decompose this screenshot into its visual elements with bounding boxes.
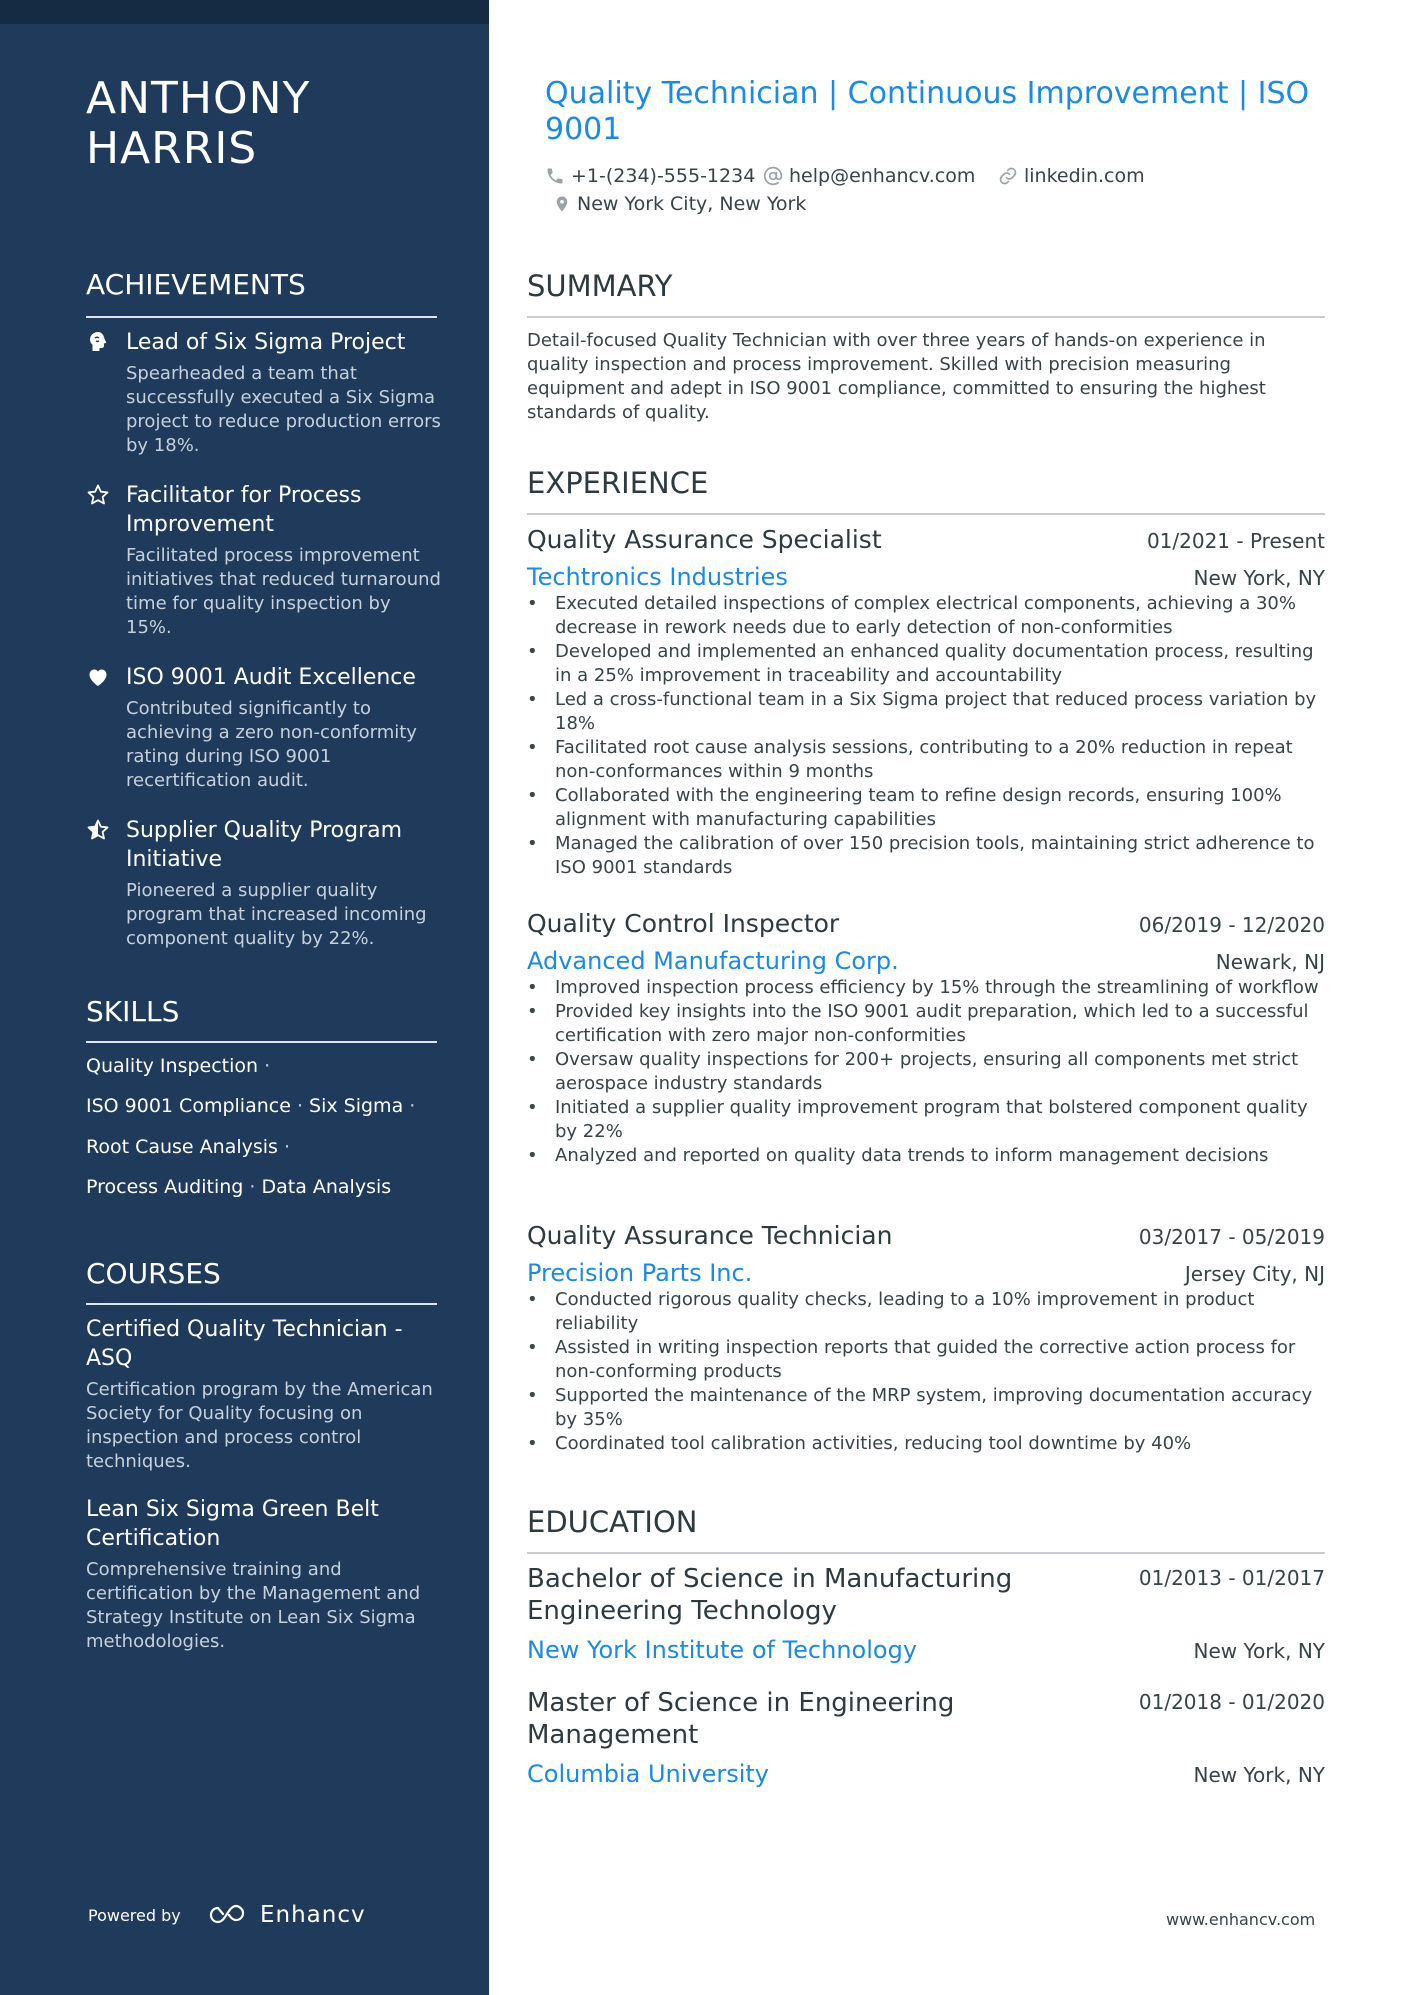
job-bullet: • Collaborated with the engineering team to refine design records, ensuring 100% alignment with manufacturing capabilities (527, 784, 1325, 832)
powered-by-label: Powered by (88, 1906, 181, 1925)
degree: Master of Science in Engineering Management (527, 1688, 955, 1750)
achievements-divider (86, 316, 437, 318)
education-title: EDUCATION (527, 1505, 698, 1539)
education-location: New York, NY (1193, 1639, 1325, 1663)
skill-separator: · (264, 1055, 271, 1077)
location-text: New York City, New York (577, 193, 807, 215)
experience-entry (527, 1220, 1325, 1456)
job-bullet: • Led a cross-functional team in a Six Sigma project that reduced process variation by 18% (527, 688, 1325, 736)
person-name: ANTHONY HARRIS (86, 73, 311, 174)
job-bullet: • Developed and implemented an enhanced quality documentation process, resulting in a 25% improvement in traceability and accountability (527, 640, 1325, 688)
education-entry (527, 1563, 1325, 1665)
summary-title: SUMMARY (527, 269, 673, 303)
courses-title: COURSES (86, 1257, 221, 1290)
location-pin-icon (553, 194, 571, 214)
courses-divider (86, 1303, 437, 1305)
enhancv-brand-name: Enhancv (260, 1902, 366, 1928)
achievement-item (86, 481, 442, 640)
degree: Bachelor of Science in Manufacturing Engineering Technology (527, 1564, 1013, 1626)
course-title: Certified Quality Technician - ASQ (86, 1317, 403, 1371)
skill-separator: · (249, 1176, 256, 1198)
job-bullet: • Analyzed and reported on quality data trends to inform management decisions (527, 1144, 1325, 1168)
company-name[interactable]: Precision Parts Inc. (527, 1259, 753, 1287)
phone-text: +1-(234)-555-1234 (571, 165, 756, 187)
job-location: Jersey City, NJ (1184, 1262, 1325, 1286)
job-title: Quality Assurance Technician (527, 1221, 893, 1250)
job-bullet: • Improved inspection process efficiency by 15% through the streamlining of workflow (527, 976, 1325, 1000)
education-location: New York, NY (1193, 1763, 1325, 1787)
skills-line (86, 1134, 290, 1160)
job-location: New York, NY (1193, 566, 1325, 590)
achievement-description: Spearheaded a team that successfully executed a Six Sigma project to reduce production errors by 18%. (126, 363, 441, 456)
website-link[interactable]: www.enhancv.com (1166, 1910, 1316, 1929)
job-title: Quality Control Inspector (527, 909, 840, 938)
education-dates: 01/2013 - 01/2017 (1138, 1566, 1325, 1590)
achievements-title: ACHIEVEMENTS (86, 268, 306, 301)
achievement-description: Contributed significantly to achieving a zero non-conformity rating during ISO 9001 recertification audit. (126, 698, 417, 791)
job-bullet: • Supported the maintenance of the MRP system, improving documentation accuracy by 35% (527, 1384, 1325, 1432)
job-bullet: • Assisted in writing inspection reports that guided the corrective action process for non-conforming products (527, 1336, 1325, 1384)
school-name[interactable]: New York Institute of Technology (527, 1636, 918, 1664)
summary-divider (527, 316, 1325, 318)
brain-head-icon (86, 330, 110, 354)
skills-line (86, 1174, 391, 1200)
contact-phone[interactable] (545, 164, 755, 188)
achievement-description: Pioneered a supplier quality program that increased incoming component quality by 22%. (126, 880, 427, 949)
sidebar (0, 0, 489, 1995)
education-divider (527, 1552, 1325, 1554)
education-dates: 01/2018 - 01/2020 (1138, 1690, 1325, 1714)
job-title: Quality Assurance Specialist (527, 525, 882, 554)
linkedin-text: linkedin.com (1024, 165, 1145, 187)
job-bullet: • Facilitated root cause analysis sessions, contributing to a 20% reduction in repeat non-conformances within 9 months (527, 736, 1325, 784)
skill-tag: Quality Inspection (86, 1055, 259, 1077)
company-name[interactable]: Advanced Manufacturing Corp. (527, 947, 899, 975)
headline: Quality Technician | Continuous Improvement | ISO 9001 (545, 76, 1310, 147)
contact-email[interactable] (763, 164, 975, 188)
heart-icon (86, 665, 110, 689)
experience-entry (527, 524, 1325, 880)
achievement-item (86, 328, 442, 458)
achievement-title: Facilitator for Process Improvement (126, 483, 362, 537)
skills-line (86, 1093, 415, 1119)
job-bullet: • Conducted rigorous quality checks, leading to a 10% improvement in product reliability (527, 1288, 1325, 1336)
course-title: Lean Six Sigma Green Belt Certification (86, 1497, 379, 1551)
achievement-title: Lead of Six Sigma Project (126, 330, 406, 355)
contact-location (553, 192, 806, 216)
company-name[interactable]: Techtronics Industries (527, 563, 788, 591)
phone-icon (545, 166, 565, 186)
skill-tag: Root Cause Analysis (86, 1136, 278, 1158)
achievement-item (86, 816, 442, 951)
contact-linkedin[interactable] (998, 164, 1145, 188)
enhancv-logo[interactable] (206, 1900, 366, 1930)
experience-entry (527, 908, 1325, 1168)
job-bullet: • Oversaw quality inspections for 200+ projects, ensuring all components met strict aerospace industry standards (527, 1048, 1325, 1096)
job-bullet: • Coordinated tool calibration activities, reducing tool downtime by 40% (527, 1432, 1325, 1456)
skill-separator: · (409, 1095, 416, 1117)
achievement-title: ISO 9001 Audit Excellence (126, 665, 416, 690)
skills-divider (86, 1041, 437, 1043)
job-bullet: • Initiated a supplier quality improvement program that bolstered component quality by 22% (527, 1096, 1325, 1144)
job-location: Newark, NJ (1215, 950, 1325, 974)
skill-separator: · (296, 1095, 303, 1117)
star-outline-icon (86, 483, 110, 507)
skill-tag: Six Sigma (309, 1095, 404, 1117)
job-dates: 01/2021 - Present (1146, 529, 1325, 553)
skill-separator: · (284, 1136, 291, 1158)
job-bullet: • Provided key insights into the ISO 9001 audit preparation, which led to a successful certification with zero major non-conformities (527, 1000, 1325, 1048)
skills-title: SKILLS (86, 995, 180, 1028)
star-half-icon (86, 818, 110, 842)
sidebar-top-bar (0, 0, 489, 24)
course-description: Certification program by the American Society for Quality focusing on inspection and process control techniques. (86, 1379, 433, 1472)
job-dates: 03/2017 - 05/2019 (1138, 1225, 1325, 1249)
job-dates: 06/2019 - 12/2020 (1138, 913, 1325, 937)
skill-tag: ISO 9001 Compliance (86, 1095, 291, 1117)
achievement-description: Facilitated process improvement initiatives that reduced turnaround time for quality inspection by 15%. (126, 545, 441, 638)
achievement-item (86, 663, 442, 793)
enhancv-infinity-icon (206, 1902, 252, 1928)
course-description: Comprehensive training and certification by the Management and Strategy Institute on Lean Six Sigma methodologies. (86, 1559, 421, 1652)
skills-line (86, 1053, 270, 1079)
school-name[interactable]: Columbia University (527, 1760, 770, 1788)
summary-text: Detail-focused Quality Technician with over three years of hands-on experience in quality inspection and process improvement. Skilled with precision measuring equipment and adept in ISO 9001 compliance, committed to ensuring the highest standards of quality. (527, 330, 1266, 423)
skill-tag: Data Analysis (261, 1176, 392, 1198)
course-item (86, 1495, 442, 1654)
job-bullet: • Managed the calibration of over 150 precision tools, maintaining strict adherence to ISO 9001 standards (527, 832, 1325, 880)
achievement-title: Supplier Quality Program Initiative (126, 818, 403, 872)
link-icon (998, 166, 1018, 186)
skill-tag: Process Auditing (86, 1176, 244, 1198)
job-bullet: • Executed detailed inspections of complex electrical components, achieving a 30% decrease in rework needs due to early detection of non-conformities (527, 592, 1325, 640)
email-text: help@enhancv.com (789, 165, 976, 187)
course-item (86, 1315, 442, 1474)
at-sign-icon (763, 166, 783, 186)
education-entry (527, 1687, 1325, 1789)
experience-divider (527, 513, 1325, 515)
experience-title: EXPERIENCE (527, 466, 709, 500)
